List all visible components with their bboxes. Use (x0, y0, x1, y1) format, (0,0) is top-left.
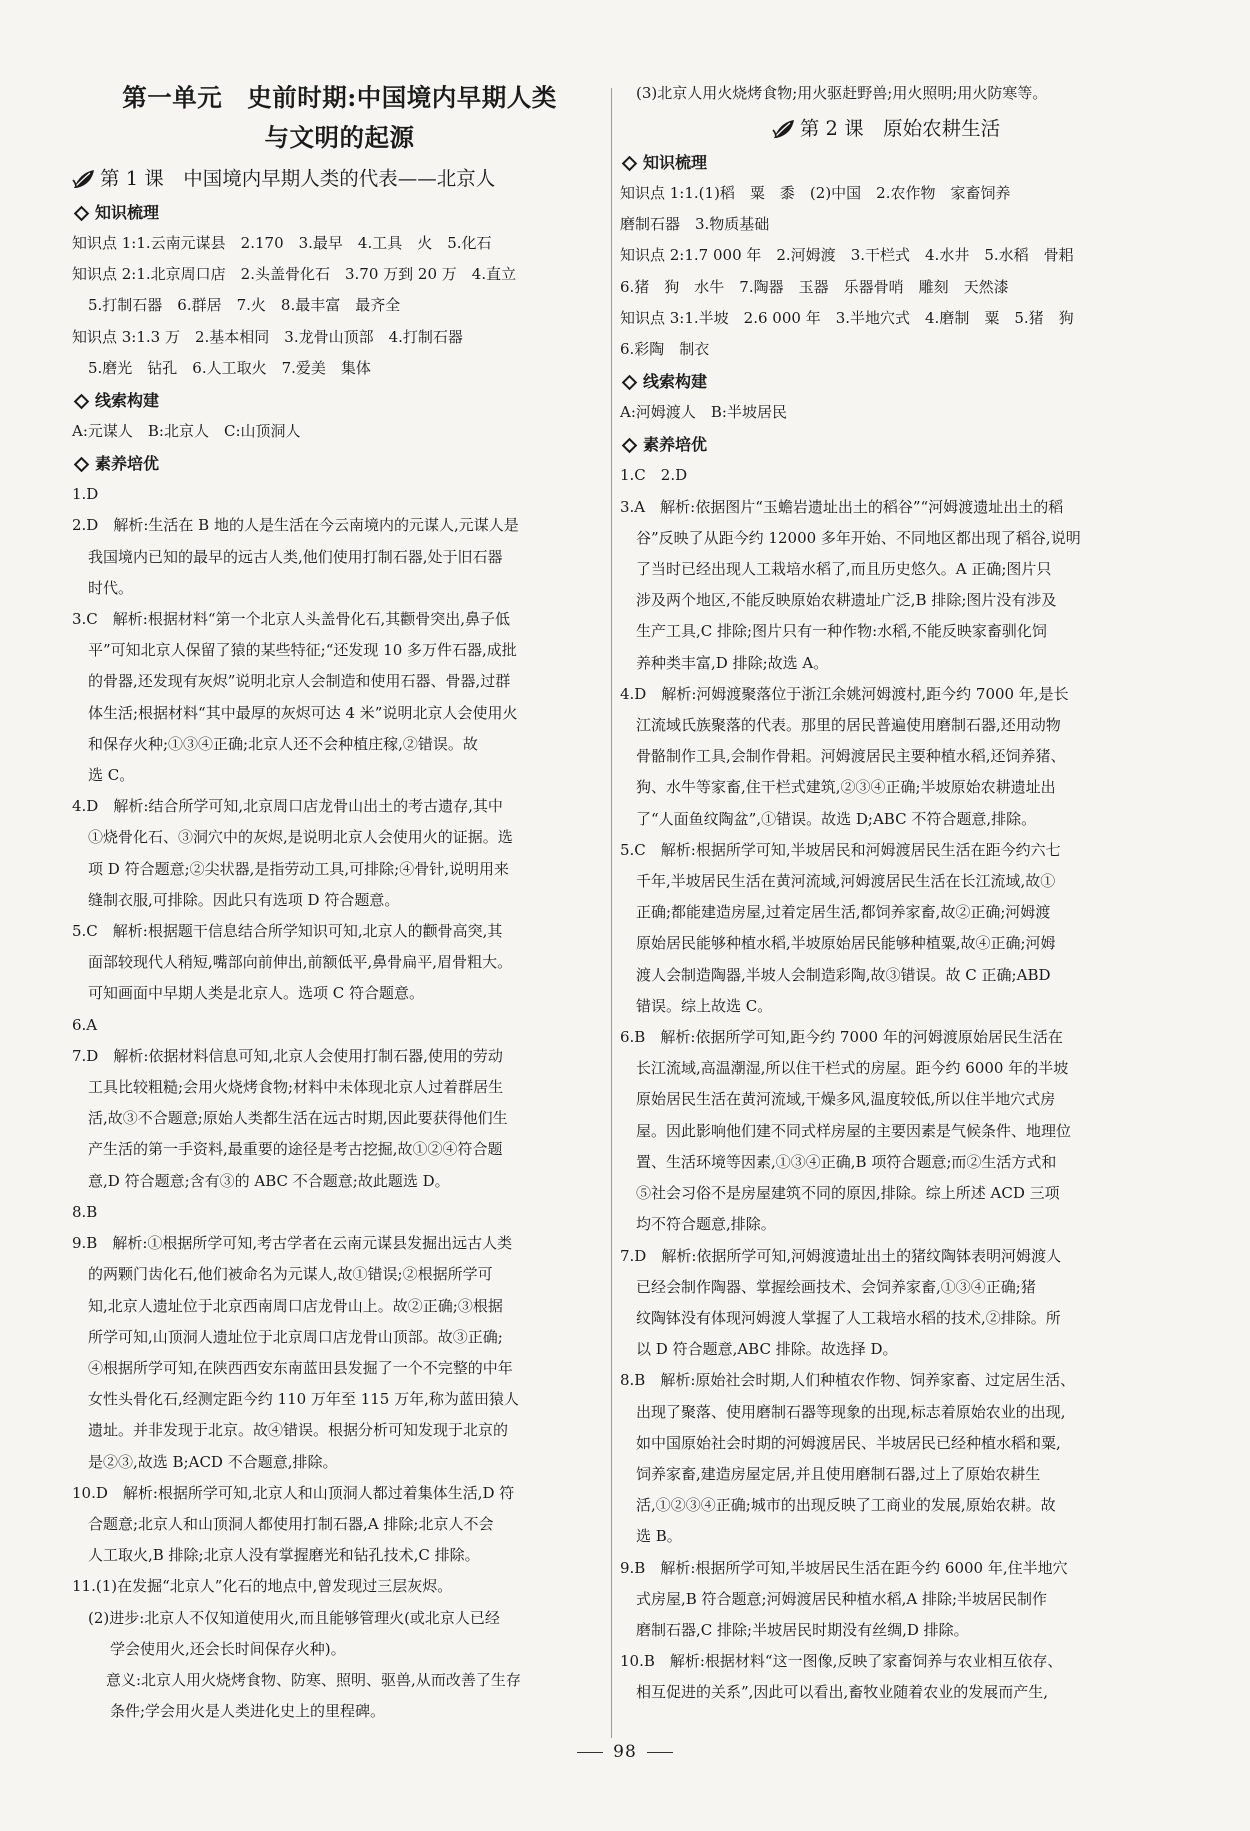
answer-line: 置、生活环境等因素,①③④正确,B 项符合题意;而②生活方式和 (636, 1152, 1057, 1171)
answer-line: 9.B 解析:①根据所学可知,考古学者在云南元谋县发掘出远古人类 (72, 1234, 513, 1253)
section-knowledge (72, 198, 607, 228)
answer-line: 长江流域,高温潮湿,所以住干栏式的房屋。距今约 6000 年的半坡 (636, 1059, 1069, 1078)
answer-line: 的骨器,还发现有灰烬”说明北京人会制造和使用石器、骨器,过群 (88, 672, 511, 691)
section-knowledge-label: 知识梳理 (643, 153, 708, 172)
answer-line: 项 D 符合题意;②尖状器,是指劳动工具,可排除;④骨针,说明用来 (88, 859, 509, 878)
answer-line: 6.A (72, 1015, 98, 1034)
knowledge-line: 知识点 1:1.云南元谋县 2.170 3.最早 4.工具 火 5.化石 (72, 234, 492, 252)
knowledge-line: 知识点 2:1.北京周口店 2.头盖骨化石 3.70 万到 20 万 4.直立 (72, 265, 517, 284)
diamond-icon (622, 374, 638, 390)
answer-line: 江流域氏族聚落的代表。那里的居民普遍使用磨制石器,还用动物 (636, 716, 1061, 735)
answer-line: 4.D 解析:河姆渡聚落位于浙江余姚河姆渡村,距今约 7000 年,是长 (620, 684, 1069, 703)
answer-line: 2.D 解析:生活在 B 地的人是生活在今云南境内的元谋人,元谋人是 (72, 516, 519, 535)
answer-line: 时代。 (88, 578, 134, 597)
answer-line: 渡人会制造陶器,半坡人会制造彩陶,故③错误。故 C 正确;ABD (636, 965, 1051, 984)
answer-line: 错误。综上故选 C。 (636, 996, 773, 1015)
answer-line: 和保存火种;①③④正确;北京人还不会种植庄稼,②错误。故 (88, 734, 478, 753)
answer-line: 合题意;北京人和山顶洞人都使用打制石器,A 排除;北京人不会 (88, 1514, 494, 1533)
answer-line: 谷”反映了从距今约 12000 多年开始、不同地区都出现了稻谷,说明 (636, 528, 1081, 547)
lesson-2-label: 第 2 课 原始农耕生活 (799, 117, 1001, 140)
answer-line: 遗址。并非发现于北京。故④错误。根据分析可知发现于北京的 (88, 1421, 509, 1440)
knowledge-line: 知识点 3:1.3 万 2.基本相同 3.龙骨山顶部 4.打制石器 (72, 327, 463, 346)
answer-line: 狗、水牛等家畜,住干栏式建筑,②③④正确;半坡原始农耕遗址出 (636, 778, 1056, 797)
knowledge-line: 5.打制石器 6.群居 7.火 8.最丰富 最齐全 (88, 296, 401, 315)
answer-line: 9.B 解析:根据所学可知,半坡居民生活在距今约 6000 年,住半地穴 (620, 1558, 1068, 1577)
answer-line: 5.C 解析:根据题干信息结合所学知识可知,北京人的颧骨高突,其 (72, 922, 503, 941)
answer-line: 选 C。 (88, 766, 135, 785)
diamond-icon (622, 438, 638, 454)
knowledge-line: 6.彩陶 制衣 (620, 340, 710, 359)
clues-line: A:元谋人 B:北京人 C:山顶洞人 (72, 422, 301, 441)
answer-line: 工具比较粗糙;会用火烧烤食物;材料中未体现北京人过着群居生 (88, 1078, 504, 1097)
answer-line: ①烧骨化石、③洞穴中的灰烬,是说明北京人会使用火的证据。选 (88, 828, 513, 847)
answer-line: 8.B 解析:原始社会时期,人们种植农作物、饲养家畜、过定居生活、 (620, 1371, 1076, 1390)
section-knowledge (620, 148, 1152, 178)
answer-line: 人工取火,B 排除;北京人没有掌握磨光和钻孔技术,C 排除。 (88, 1546, 480, 1565)
answer-line: 10.D 解析:根据所学可知,北京人和山顶洞人都过着集体生活,D 符 (72, 1483, 515, 1502)
answer-line: 意,D 符合题意;含有③的 ABC 不合题意;故此题选 D。 (88, 1171, 450, 1190)
leaf-icon (772, 118, 796, 140)
section-quality (72, 449, 607, 479)
answer-line: 10.B 解析:根据材料“这一图像,反映了家畜饲养与农业相互依存、 (620, 1652, 1063, 1671)
answer-line: 纹陶钵没有体现河姆渡人掌握了人工栽培水稻的技术,②排除。所 (636, 1308, 1061, 1327)
answer-line: 产生活的第一手资料,最重要的途径是考古挖掘,故①②④符合题 (88, 1140, 503, 1159)
answer-line: (2)进步:北京人不仅知道使用火,而且能够管理火(或北京人已经 (88, 1608, 500, 1627)
column-divider (611, 88, 612, 1738)
diamond-icon (622, 155, 638, 171)
diamond-icon (74, 205, 90, 221)
answer-line: 饲养家畜,建造房屋定居,并且使用磨制石器,过上了原始农耕生 (636, 1464, 1041, 1483)
answer-line: 女性头骨化石,经测定距今约 110 万年至 115 万年,称为蓝田猿人 (88, 1390, 519, 1409)
page-number-text: 98 (613, 1742, 637, 1762)
section-quality-label: 素养培优 (643, 435, 708, 455)
lesson-1-title (72, 162, 607, 196)
answer-line: 了“人面鱼纹陶盆”,①错误。故选 D;ABC 不符合题意,排除。 (636, 809, 1037, 828)
knowledge-line: 知识点 3:1.半坡 2.6 000 年 3.半地穴式 4.磨制 粟 5.猪 狗 (620, 308, 1074, 327)
answer-line: 可知画面中早期人类是北京人。选项 C 符合题意。 (88, 984, 425, 1003)
answer-line: 相互促进的关系”,因此可以看出,畜牧业随着农业的发展而产生, (636, 1683, 1048, 1702)
answer-line: 1.C 2.D (620, 466, 688, 485)
answer-line: 活,故③不合题意;原始人类都生活在远古时期,因此要获得他们生 (88, 1109, 508, 1128)
answer-line: 体生活;根据材料“其中最厚的灰烬可达 4 米”说明北京人会使用火 (88, 703, 518, 722)
answer-line: ④根据所学可知,在陕西西安东南蓝田县发掘了一个不完整的中年 (88, 1358, 513, 1377)
carry-over-line: (3)北京人用火烧烤食物;用火驱赶野兽;用火照明;用火防寒等。 (636, 84, 1048, 102)
unit-title-line-2: 与文明的起源 (264, 123, 415, 152)
answer-line: 千年,半坡居民生活在黄河流域,河姆渡居民生活在长江流域,故① (636, 872, 1056, 891)
knowledge-line: 知识点 1:1.(1)稻 粟 黍 (2)中国 2.农作物 家畜饲养 (620, 184, 1011, 202)
knowledge-line: 知识点 2:1.7 000 年 2.河姆渡 3.干栏式 4.水井 5.水稻 骨耜 (620, 246, 1074, 265)
folio-dash (577, 1752, 603, 1753)
answer-line: 涉及两个地区,不能反映原始农耕遗址广泛,B 排除;图片没有涉及 (636, 591, 1057, 610)
right-column (620, 78, 1152, 1709)
knowledge-line: 6.猪 狗 水牛 7.陶器 玉器 乐器骨哨 雕刻 天然漆 (620, 277, 1009, 296)
answer-line: 以 D 符合题意,ABC 排除。故选择 D。 (636, 1340, 898, 1359)
answer-line: 意义:北京人用火烧烤食物、防寒、照明、驱兽,从而改善了生存 (106, 1670, 521, 1689)
answer-line: 1.D (72, 485, 99, 504)
section-clues (620, 367, 1152, 397)
answer-line: 均不符合题意,排除。 (636, 1215, 776, 1234)
answer-line: 原始居民生活在黄河流域,干燥多风,温度较低,所以住半地穴式房 (636, 1090, 1056, 1109)
section-quality-label: 素养培优 (95, 454, 160, 474)
answer-line: 式房屋,B 符合题意;河姆渡居民种植水稻,A 排除;半坡居民制作 (636, 1589, 1048, 1608)
answer-line: 屋。因此影响他们建不同式样房屋的主要因素是气候条件、地理位 (636, 1121, 1072, 1140)
answer-line: 骨骼制作工具,会制作骨耜。河姆渡居民主要种植水稻,还饲养猪、 (636, 747, 1066, 766)
folio-dash (647, 1752, 673, 1753)
answer-line: 8.B (72, 1202, 98, 1221)
answer-line: 养种类丰富,D 排除;故选 A。 (636, 653, 829, 672)
section-quality (620, 430, 1152, 460)
leaf-icon (72, 168, 96, 190)
answer-line: 选 B。 (636, 1527, 682, 1546)
answer-line: 原始居民能够种植水稻,半坡原始居民能够种植粟,故④正确;河姆 (636, 934, 1056, 953)
answer-line: 了当时已经出现人工栽培水稻了,而且历史悠久。A 正确;图片只 (636, 560, 1052, 579)
lesson-2-title (620, 112, 1152, 146)
knowledge-line: 5.磨光 钻孔 6.人工取火 7.爱美 集体 (88, 358, 371, 377)
answer-line: ⑤社会习俗不是房屋建筑不同的原因,排除。综上所述 ACD 三项 (636, 1184, 1060, 1203)
answer-line: 出现了聚落、使用磨制石器等现象的出现,标志着原始农业的出现, (636, 1402, 1066, 1421)
answer-line: 缝制衣服,可排除。因此只有选项 D 符合题意。 (88, 890, 400, 909)
answer-line: 活,①②③④正确;城市的出现反映了工商业的发展,原始农耕。故 (636, 1496, 1056, 1515)
answer-line: 学会使用火,还会长时间保存火种)。 (110, 1639, 346, 1658)
answer-line: 已经会制作陶器、掌握绘画技术、会饲养家畜,①③④正确;猪 (636, 1277, 1036, 1296)
answer-line: 的两颗门齿化石,他们被命名为元谋人,故①错误;②根据所学可 (88, 1265, 493, 1284)
answer-line: 知,北京人遗址位于北京西南周口店龙骨山上。故②正确;③根据 (88, 1296, 503, 1315)
answer-line: 6.B 解析:依据所学可知,距今约 7000 年的河姆渡原始居民生活在 (620, 1028, 1063, 1047)
unit-title-line-1: 第一单元 史前时期:中国境内早期人类 (122, 83, 557, 112)
answer-line: 4.D 解析:结合所学可知,北京周口店龙骨山出土的考古遗存,其中 (72, 797, 503, 816)
lesson-1-label: 第 1 课 中国境内早期人类的代表——北京人 (100, 167, 496, 190)
answer-line: 7.D 解析:依据所学可知,河姆渡遗址出土的猪纹陶钵表明河姆渡人 (620, 1246, 1062, 1265)
answer-line: 11.(1)在发掘“北京人”化石的地点中,曾发现过三层灰烬。 (72, 1577, 453, 1596)
answer-line: 平”可知北京人保留了猿的某些特征;“还发现 10 多万件石器,成批 (88, 641, 517, 660)
answer-line: 5.C 解析:根据所学可知,半坡居民和河姆渡居民生活在距今约六七 (620, 840, 1061, 859)
answer-line: 如中国原始社会时期的河姆渡居民、半坡居民已经种植水稻和粟, (636, 1433, 1061, 1452)
page-number (0, 1740, 1250, 1764)
answer-line: 所学可知,山顶洞人遗址位于北京周口店龙骨山顶部。故③正确; (88, 1327, 503, 1346)
answer-line: 磨制石器,C 排除;半坡居民时期没有丝绸,D 排除。 (636, 1620, 969, 1639)
knowledge-line: 磨制石器 3.物质基础 (620, 215, 770, 234)
answer-line: 3.A 解析:依据图片“玉蟾岩遗址出土的稻谷”“河姆渡遗址出土的稻 (620, 497, 1064, 516)
answer-line: 3.C 解析:根据材料“第一个北京人头盖骨化石,其颧骨突出,鼻子低 (72, 610, 511, 629)
diamond-icon (74, 456, 90, 472)
left-column (72, 78, 607, 1727)
answer-line: 7.D 解析:依据材料信息可知,北京人会使用打制石器,使用的劳动 (72, 1046, 503, 1065)
answer-line: 正确;都能建造房屋,过着定居生活,都饲养家畜,故②正确;河姆渡 (636, 903, 1051, 922)
section-clues-label: 线索构建 (95, 391, 160, 411)
answer-line: 条件;学会用火是人类进化史上的里程碑。 (110, 1702, 386, 1721)
section-clues-label: 线索构建 (643, 372, 708, 392)
section-clues (72, 386, 607, 416)
answer-line: 是②③,故选 B;ACD 不合题意,排除。 (88, 1452, 338, 1471)
section-knowledge-label: 知识梳理 (95, 203, 160, 222)
answer-line: 我国境内已知的最早的远古人类,他们使用打制石器,处于旧石器 (88, 547, 503, 566)
diamond-icon (74, 393, 90, 409)
answer-line: 生产工具,C 排除;图片只有一种作物:水稻,不能反映家畜驯化饲 (636, 622, 1047, 641)
answer-line: 面部较现代人稍短,嘴部向前伸出,前额低平,鼻骨扁平,眉骨粗大。 (88, 953, 513, 972)
clues-line: A:河姆渡人 B:半坡居民 (620, 403, 787, 422)
